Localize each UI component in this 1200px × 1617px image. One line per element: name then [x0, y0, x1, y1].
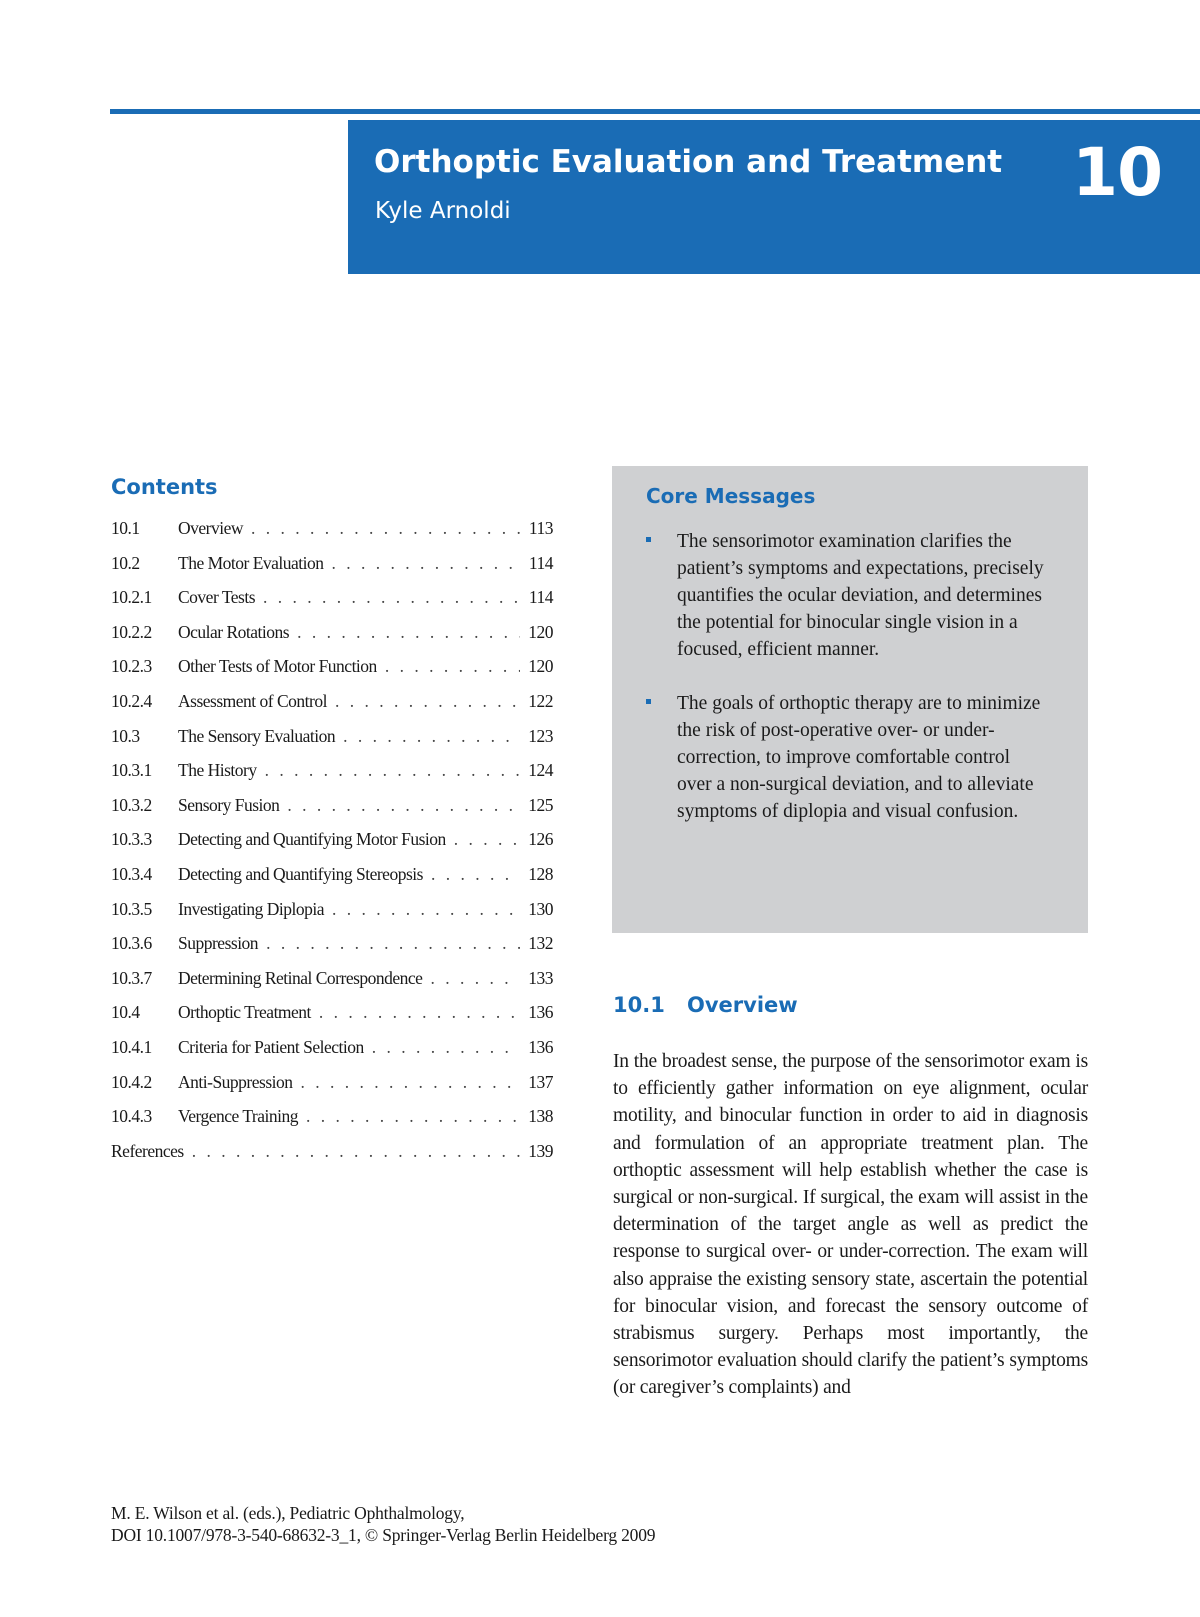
toc-entry-page: 132 [528, 933, 553, 954]
toc-entry-page: 122 [528, 690, 553, 711]
toc-leader-dots [192, 1141, 520, 1162]
toc-entry-number: 10.4 [111, 1002, 140, 1023]
toc-entry-number: 10.3.7 [111, 967, 152, 988]
toc-entry-page: 114 [528, 552, 553, 573]
toc-entry[interactable] [111, 864, 553, 899]
toc-entry-page: 137 [528, 1071, 553, 1092]
toc-entry[interactable] [111, 795, 553, 830]
toc-entry-title: Overview [178, 518, 244, 538]
core-messages-box [612, 466, 1088, 933]
toc-entry-number: 10.2.3 [111, 656, 152, 677]
section-heading [613, 993, 798, 1017]
toc-entry-title: Sensory Fusion [178, 794, 280, 815]
toc-entry-number: 10.2.2 [111, 621, 152, 642]
toc-leader-dots [301, 1072, 521, 1093]
toc-leader-dots [265, 760, 520, 781]
toc-entry[interactable] [111, 656, 553, 691]
toc-leader-dots [454, 829, 520, 850]
core-message-text: The goals of orthoptic therapy are to minimize the risk of post-operative over- or under-correction, to improve comfortable control over a non-surgical deviation, and to alleviate symptoms of diplopia and visual confusion. [677, 693, 1041, 822]
toc-leader-dots [431, 864, 520, 885]
toc-leader-dots [306, 1106, 520, 1127]
toc-entry[interactable] [111, 899, 553, 934]
toc-entry[interactable] [111, 1141, 553, 1176]
toc-entry-page: 128 [528, 863, 553, 884]
toc-leader-dots [332, 899, 520, 920]
toc-entry-number: 10.3 [111, 725, 140, 746]
toc-entry-number: 10.1 [111, 518, 140, 538]
toc-entry-title: Assessment of Control [178, 690, 327, 711]
toc-entry-page: 120 [528, 621, 553, 642]
bullet-icon [646, 537, 651, 542]
toc-entry-page: 138 [528, 1106, 553, 1127]
toc-entry[interactable] [111, 760, 553, 795]
toc-entry-number: 10.3.2 [111, 794, 152, 815]
toc-entry[interactable] [111, 1106, 553, 1141]
toc-entry-title: Criteria for Patient Selection [178, 1036, 364, 1057]
toc-leader-dots [251, 518, 520, 539]
toc-entry[interactable] [111, 587, 553, 622]
toc-entry-title: Anti-Suppression [178, 1071, 293, 1092]
toc-entry-page: 113 [528, 518, 553, 538]
toc-entry-title: Other Tests of Motor Function [178, 656, 377, 677]
toc-entry[interactable] [111, 622, 553, 657]
toc-entry-title: References [111, 1140, 184, 1161]
toc-leader-dots [297, 622, 520, 643]
footer-citation [111, 1502, 655, 1546]
core-message-item [646, 690, 1046, 825]
toc-entry[interactable] [111, 1037, 553, 1072]
toc-leader-dots [332, 553, 520, 574]
toc-entry-title: Determining Retinal Correspondence [178, 967, 423, 988]
toc-entry-title: Ocular Rotations [178, 621, 290, 642]
toc-entry-page: 114 [528, 587, 553, 608]
toc-entry[interactable] [111, 1072, 553, 1107]
core-message-item [646, 528, 1046, 663]
toc-entry-page: 139 [528, 1140, 553, 1161]
toc-entry-title: Vergence Training [178, 1106, 298, 1127]
toc-entry-title: Orthoptic Treatment [178, 1002, 311, 1023]
toc-entry-number: 10.2.1 [111, 587, 152, 608]
toc-leader-dots [430, 968, 520, 989]
toc-entry-page: 123 [528, 725, 553, 746]
toc-entry-number: 10.2.4 [111, 690, 152, 711]
toc-entry-page: 125 [528, 794, 553, 815]
toc-entry-title: Detecting and Quantifying Stereopsis [178, 863, 423, 884]
toc-entry-page: 133 [528, 967, 553, 988]
toc-entry-number: 10.3.5 [111, 898, 152, 919]
section-body-text: In the broadest sense, the purpose of the sensorimotor exam is to efficiently gather information on eye alignment, ocular motility, and binocular function in order to aid in diagnosis and formulation of an appropriate treatment plan. The orthoptic assessment will help establish whether the case is surgical or non-surgical. If surgical, the exam will assist in the determination of the target angle as well as predict the response to surgical over- or under-correction. The exam will also appraise the existing sensory state, ascertain the potential for binocular vision, and forecast the sensory outcome of strabismus surgery. Perhaps most importantly, the sensorimotor evaluation should clarify the patient’s symptoms (or caregiver’s complaints) and [613, 1051, 1088, 1399]
toc-leader-dots [372, 1037, 520, 1058]
toc-entry[interactable] [111, 726, 553, 761]
core-message-text: The sensorimotor examination clarifies the patient’s symptoms and expectations, precisely quantifies the ocular deviation, and determines the potential for binocular single vision in a focused, efficient manner. [677, 531, 1044, 660]
contents-heading: Contents [111, 475, 218, 499]
toc-entry-number: 10.3.1 [111, 760, 152, 781]
toc-entry-page: 120 [528, 656, 553, 677]
chapter-number: 10 [1072, 134, 1162, 211]
section-title: Overview [687, 993, 798, 1017]
toc-entry-title: The Sensory Evaluation [178, 725, 336, 746]
toc-entry-number: 10.3.4 [111, 863, 152, 884]
toc-entry-page: 126 [528, 829, 553, 850]
chapter-banner [348, 120, 1200, 274]
chapter-title: Orthoptic Evaluation and Treatment [374, 144, 1003, 180]
toc-entry[interactable] [111, 1002, 553, 1037]
toc-leader-dots [343, 726, 520, 747]
core-messages-list [646, 528, 1046, 852]
toc-entry[interactable] [111, 691, 553, 726]
footer-line: M. E. Wilson et al. (eds.), Pediatric Ophthalmology, [111, 1503, 465, 1523]
toc-leader-dots [266, 933, 520, 954]
core-messages-heading: Core Messages [646, 484, 816, 508]
toc-entry[interactable] [111, 829, 553, 864]
toc-entry[interactable] [111, 553, 553, 588]
toc-entry[interactable] [111, 933, 553, 968]
toc-entry-number: 10.3.6 [111, 933, 152, 954]
toc-entry-number: 10.2 [111, 552, 140, 573]
toc-entry-title: The History [178, 760, 257, 781]
toc-leader-dots [263, 587, 520, 608]
top-rule [110, 109, 1200, 114]
toc-entry-number: 10.3.3 [111, 829, 152, 850]
toc-leader-dots [335, 691, 520, 712]
table-of-contents [111, 518, 553, 1175]
toc-entry-page: 130 [528, 898, 553, 919]
toc-entry[interactable] [111, 968, 553, 1003]
toc-leader-dots [287, 795, 520, 816]
chapter-author: Kyle Arnoldi [375, 198, 511, 224]
section-number: 10.1 [613, 993, 665, 1017]
toc-entry-page: 124 [528, 760, 553, 781]
toc-entry-title: Investigating Diplopia [178, 898, 324, 919]
toc-leader-dots [385, 656, 520, 677]
toc-entry-title: Detecting and Quantifying Motor Fusion [178, 829, 446, 850]
toc-entry-title: The Motor Evaluation [178, 552, 324, 573]
toc-leader-dots [319, 1002, 520, 1023]
toc-entry-page: 136 [528, 1036, 553, 1057]
toc-entry-number: 10.4.3 [111, 1106, 152, 1127]
footer-line: DOI 10.1007/978-3-540-68632-3_1, © Springer-Verlag Berlin Heidelberg 2009 [111, 1525, 656, 1545]
toc-entry[interactable] [111, 518, 553, 553]
toc-entry-page: 136 [528, 1002, 553, 1023]
toc-entry-title: Cover Tests [178, 587, 256, 608]
toc-entry-number: 10.4.2 [111, 1071, 152, 1092]
toc-entry-number: 10.4.1 [111, 1036, 152, 1057]
bullet-icon [646, 699, 651, 704]
toc-entry-title: Suppression [178, 933, 259, 954]
